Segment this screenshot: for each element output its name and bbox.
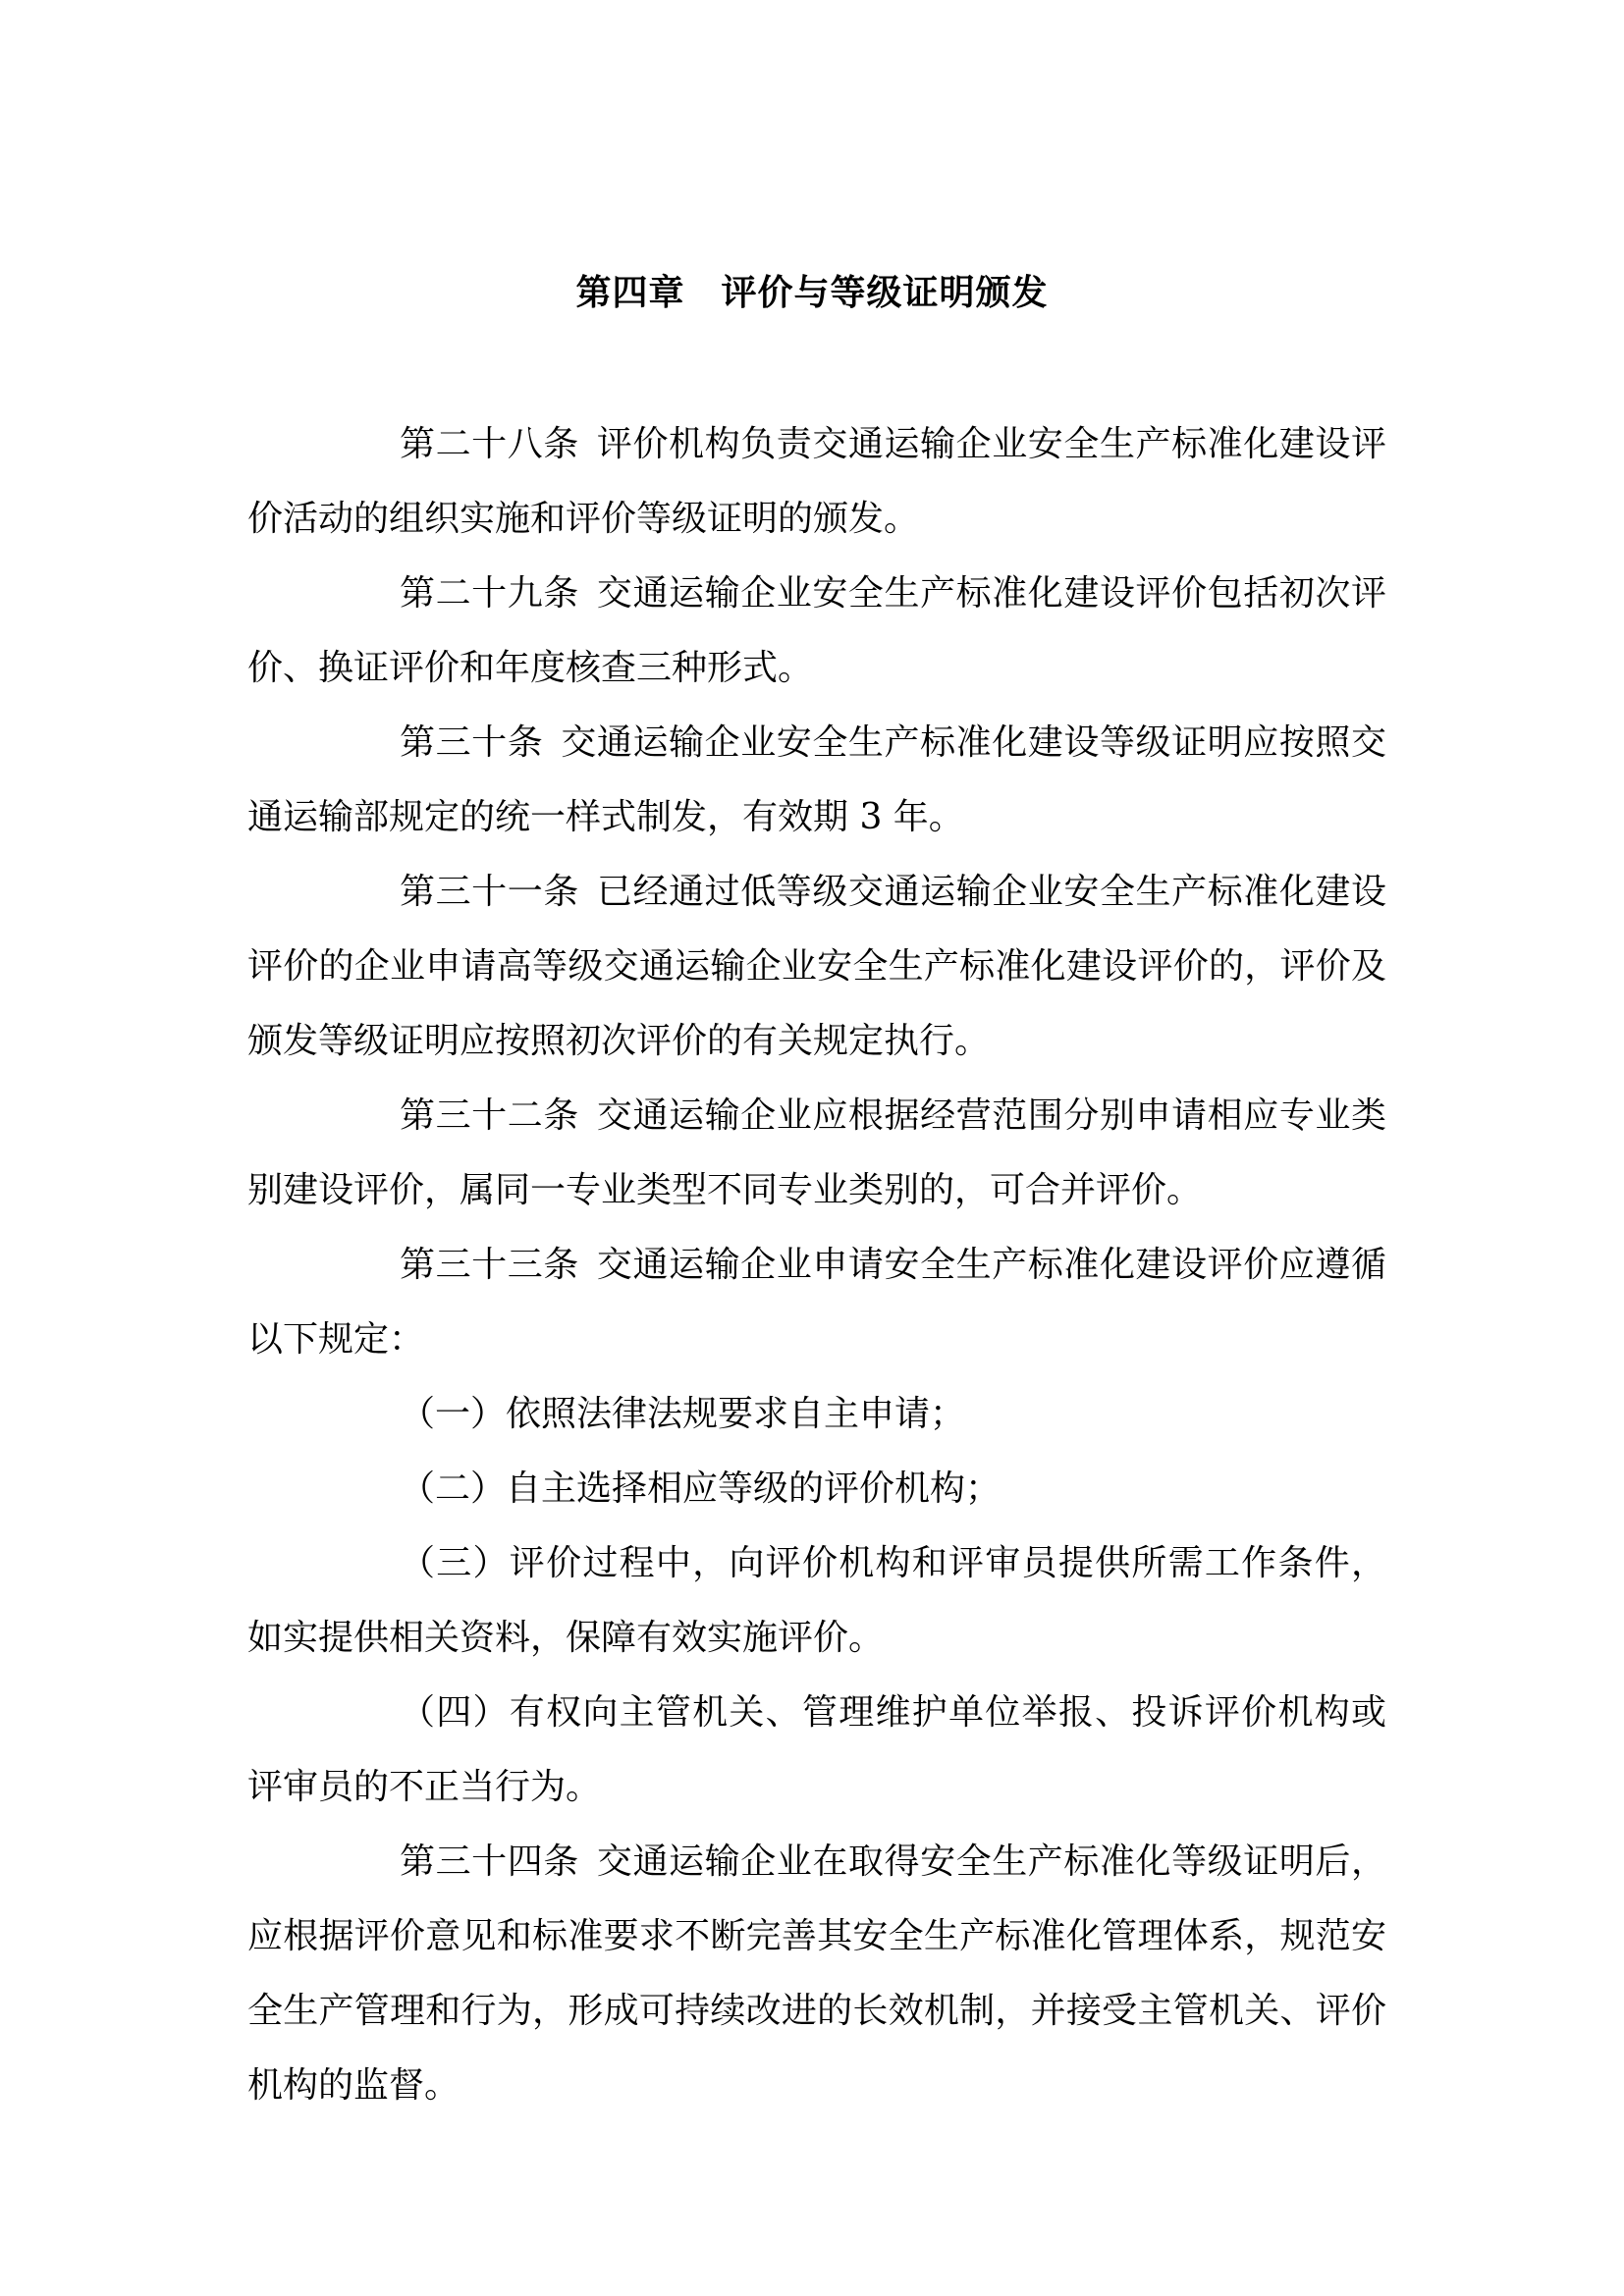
article-text: 已经通过低等级交通运输企业安全生产标准化建设评价的企业申请高等级交通运输企业安全生产标准化建设评价的，评价及颁发等级证明应按照初次评价的有关规定执行。 bbox=[247, 872, 1386, 1061]
article-number: 第三十条 bbox=[400, 722, 544, 763]
article-text: 评价机构负责交通运输企业安全生产标准化建设评价活动的组织实施和评价等级证明的颁发。 bbox=[247, 424, 1386, 539]
list-item-text: （二）自主选择相应等级的评价机构； bbox=[400, 1468, 1001, 1509]
article-number: 第三十四条 bbox=[400, 1842, 579, 1882]
article-number: 第二十九条 bbox=[400, 573, 579, 614]
list-item-text: （一）依照法律法规要求自主申请； bbox=[400, 1394, 966, 1434]
article-33 bbox=[247, 1228, 1386, 1377]
list-item-3 bbox=[247, 1526, 1386, 1676]
article-number: 第二十八条 bbox=[400, 424, 579, 464]
article-number: 第三十三条 bbox=[400, 1245, 579, 1285]
article-32 bbox=[247, 1079, 1386, 1228]
article-28 bbox=[247, 407, 1386, 557]
article-number: 第三十二条 bbox=[400, 1095, 579, 1136]
article-text: 交通运输企业应根据经营范围分别申请相应专业类别建设评价，属同一专业类型不同专业类别的，可合并评价。 bbox=[247, 1095, 1386, 1210]
chapter-title: 第四章 评价与等级证明颁发 bbox=[575, 272, 1049, 313]
list-item-2 bbox=[247, 1452, 1386, 1526]
list-item-text: （四）有权向主管机关、管理维护单位举报、投诉评价机构或评审员的不正当行为。 bbox=[247, 1692, 1386, 1807]
article-29 bbox=[247, 557, 1386, 706]
article-text: 交通运输企业安全生产标准化建设评价包括初次评价、换证评价和年度核查三种形式。 bbox=[247, 573, 1386, 688]
article-31 bbox=[247, 855, 1386, 1079]
article-34 bbox=[247, 1825, 1386, 2123]
list-item-text: （三）评价过程中，向评价机构和评审员提供所需工作条件，如实提供相关资料，保障有效实施评价。 bbox=[247, 1543, 1386, 1658]
document-body bbox=[247, 407, 1386, 2123]
list-item-4 bbox=[247, 1676, 1386, 1825]
article-text: 交通运输企业在取得安全生产标准化等级证明后，应根据评价意见和标准要求不断完善其安全生产标准化管理体系，规范安全生产管理和行为，形成可持续改进的长效机制，并接受主管机关、评价机构的监督。 bbox=[247, 1842, 1386, 2106]
list-item-1 bbox=[247, 1377, 1386, 1452]
article-text: 交通运输企业安全生产标准化建设等级证明应按照交通运输部规定的统一样式制发，有效期 3 年。 bbox=[247, 722, 1386, 837]
article-30 bbox=[247, 706, 1386, 855]
article-text: 交通运输企业申请安全生产标准化建设评价应遵循以下规定： bbox=[247, 1245, 1386, 1360]
article-number: 第三十一条 bbox=[400, 872, 579, 912]
